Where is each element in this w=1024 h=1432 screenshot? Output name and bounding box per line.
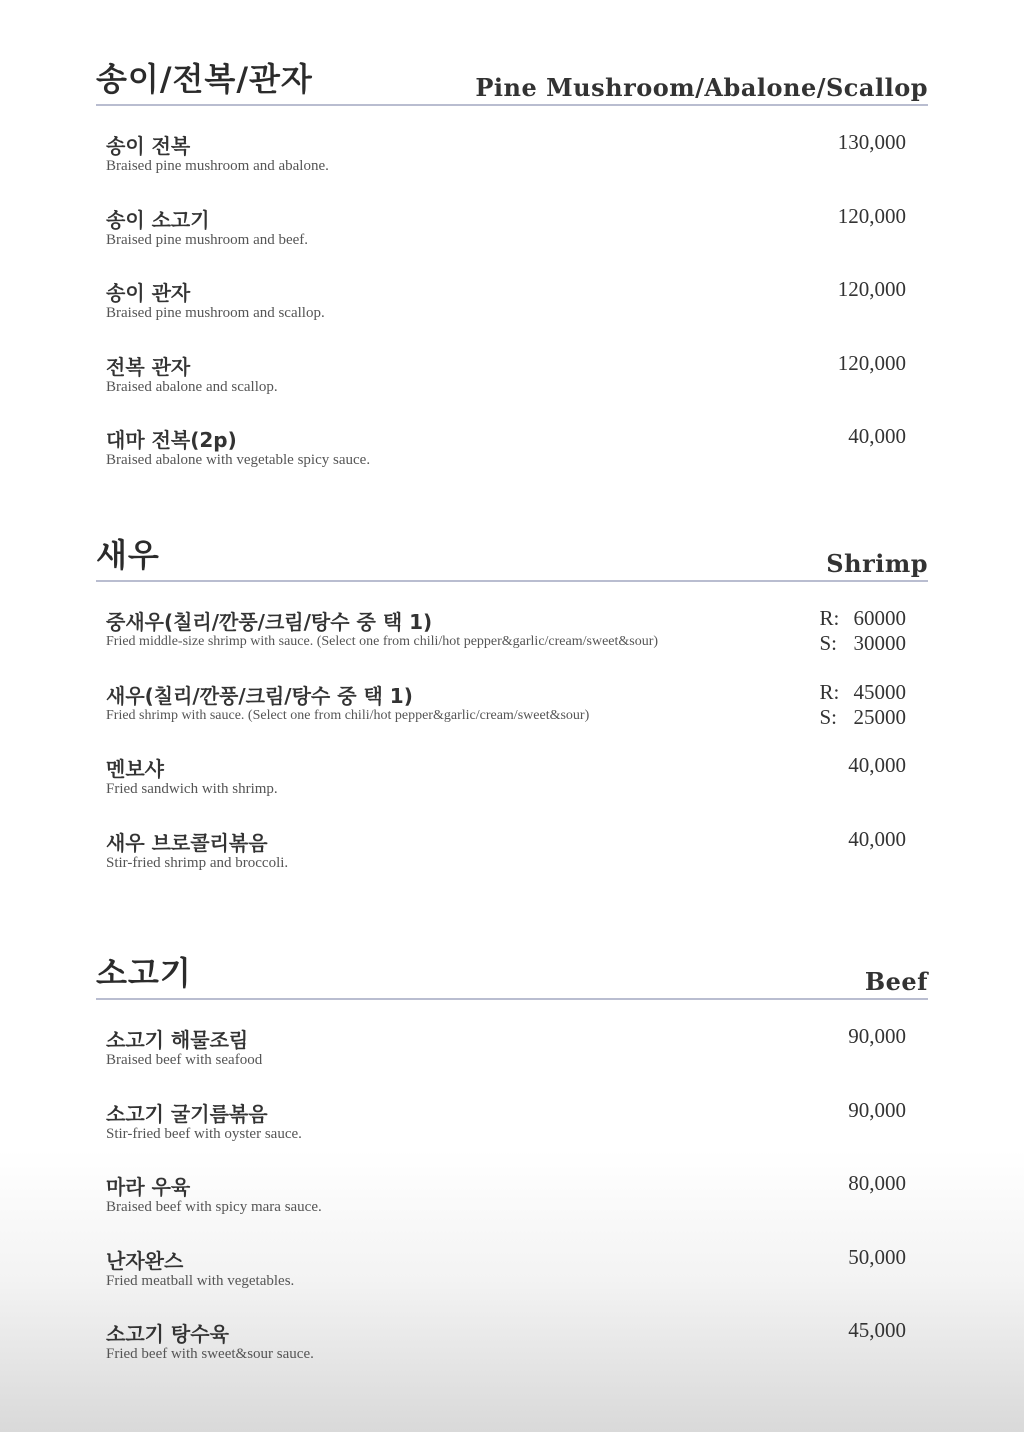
menu-item [96, 1096, 928, 1170]
item-name: 송이 전복 [106, 134, 191, 158]
item-description: Fried meatball with vegetables. [106, 1272, 295, 1289]
section-title-korean: 새우 [96, 536, 160, 574]
price-small-value: 25000 [853, 704, 906, 729]
item-price: 90,000 [848, 1097, 906, 1122]
item-description: Braised beef with spicy mara sauce. [106, 1199, 322, 1215]
section-header [96, 58, 928, 106]
section-header [96, 952, 928, 1000]
item-price: 130,000 [837, 130, 906, 154]
item-description: Braised pine mushroom and beef. [106, 231, 309, 248]
item-name: 새우(칠리/깐풍/크림/탕수 중 택 1) [106, 683, 413, 708]
item-description: Stir-fried beef with oyster sauce. [106, 1125, 302, 1142]
price-regular [820, 606, 907, 631]
menu-item [96, 275, 928, 349]
item-description: Braised pine mushroom and abalone. [106, 158, 329, 174]
item-description: Braised pine mushroom and scallop. [106, 305, 325, 321]
menu-item [96, 1169, 928, 1243]
item-name: 대마 전복(2p) [106, 428, 237, 452]
item-name: 마라 우육 [106, 1175, 191, 1199]
menu-item-list [96, 128, 928, 496]
menu-item [96, 1243, 928, 1317]
section-title-korean: 소고기 [96, 954, 192, 992]
section-beef [96, 952, 928, 1390]
section-title-english: Shrimp [826, 549, 928, 578]
menu-item-list [96, 1022, 928, 1390]
price-small [820, 631, 907, 656]
item-price: 120,000 [837, 277, 906, 301]
item-name: 난자완스 [106, 1248, 184, 1273]
section-title-english: Beef [864, 967, 928, 996]
menu-item-list [96, 604, 928, 898]
menu-item [96, 422, 928, 496]
item-price: 120,000 [837, 350, 906, 375]
item-price-sizes [820, 680, 907, 730]
section-shrimp [96, 534, 928, 898]
item-description: Stir-fried shrimp and broccoli. [106, 854, 289, 871]
price-regular-label: R: [819, 606, 840, 630]
section-title-english: Pine Mushroom/Abalone/Scallop [475, 73, 928, 102]
item-price: 90,000 [848, 1024, 906, 1048]
item-description: Braised abalone and scallop. [106, 378, 278, 395]
item-description: Fried beef with sweet&sour sauce. [106, 1346, 314, 1362]
menu-item [96, 202, 928, 276]
menu-item [96, 349, 928, 423]
item-name: 중새우(칠리/깐풍/크림/탕수 중 택 1) [106, 610, 433, 634]
item-name: 소고기 탕수육 [106, 1322, 229, 1346]
section-header [96, 534, 928, 582]
price-small-value: 30000 [853, 631, 906, 655]
item-price: 40,000 [848, 424, 906, 448]
item-name: 전복 관자 [106, 354, 191, 379]
price-small-label: S: [819, 631, 838, 655]
item-name: 소고기 굴기름볶음 [106, 1101, 268, 1126]
item-description: Fried sandwich with shrimp. [106, 781, 278, 797]
item-name: 송이 소고기 [106, 207, 210, 232]
item-price: 80,000 [848, 1171, 906, 1195]
price-regular [820, 680, 907, 705]
item-description: Fried shrimp with sauce. (Select one from chili/hot pepper&garlic/cream/sweet&sour) [106, 707, 590, 723]
item-price: 40,000 [848, 753, 906, 777]
item-price: 45,000 [848, 1318, 906, 1342]
menu-item [96, 825, 928, 899]
item-description: Braised beef with seafood [106, 1052, 263, 1068]
menu-item [96, 678, 928, 752]
item-description: Fried middle-size shrimp with sauce. (Select one from chili/hot pepper&garlic/cream/sweet&sour) [106, 634, 659, 649]
price-regular-label: R: [819, 679, 840, 704]
menu-item [96, 604, 928, 678]
price-small-label: S: [819, 704, 838, 729]
menu-item [96, 128, 928, 202]
item-description: Braised abalone with vegetable spicy sauce. [106, 452, 371, 468]
price-small [820, 705, 907, 730]
item-name: 새우 브로콜리볶음 [106, 830, 268, 855]
item-price: 50,000 [848, 1244, 906, 1269]
item-name: 송이 관자 [106, 281, 191, 305]
item-price: 120,000 [837, 203, 906, 228]
menu-item [96, 751, 928, 825]
price-regular-value: 45000 [853, 679, 906, 704]
section-title-korean: 송이/전복/관자 [96, 60, 313, 98]
menu-item [96, 1022, 928, 1096]
section-pine-mushroom [96, 58, 928, 496]
item-name: 소고기 해물조림 [106, 1028, 249, 1052]
item-name: 멘보샤 [106, 757, 164, 781]
price-regular-value: 60000 [853, 606, 906, 630]
menu-item [96, 1316, 928, 1390]
item-price-sizes [820, 606, 907, 656]
item-price: 40,000 [848, 826, 906, 851]
